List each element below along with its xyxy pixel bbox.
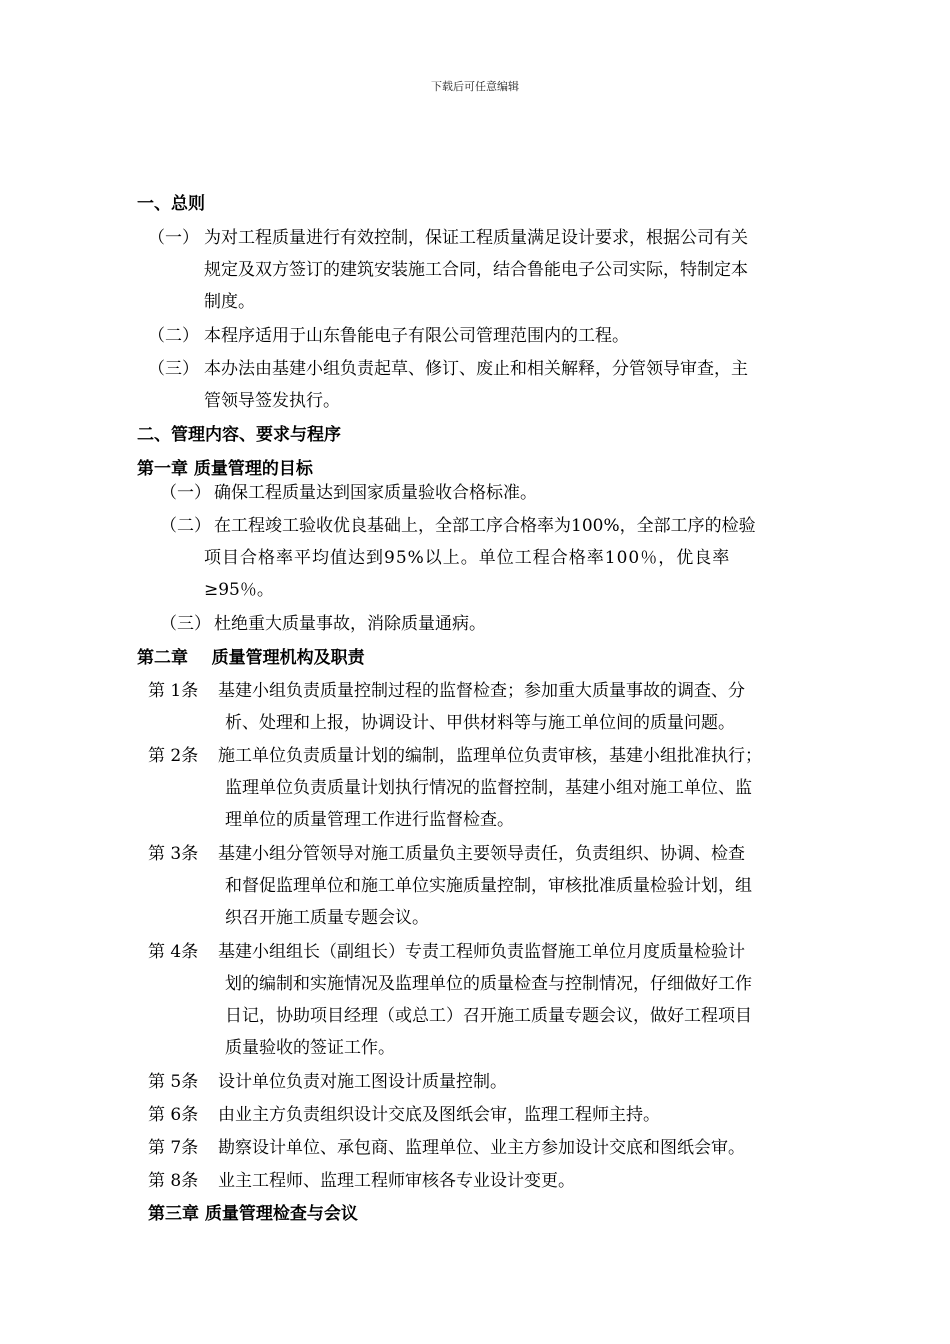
article-text: 设计单位负责对施工图设计质量控制。 <box>218 1072 507 1092</box>
article-text: 由业主方负责组织设计交底及图纸会审，监理工程师主持。 <box>218 1105 660 1125</box>
article-label: 第 7条 <box>148 1138 199 1158</box>
item-text: 项目合格率平均值达到95%以上。单位工程合格率100％，优良率 <box>204 548 731 568</box>
article-text: 日记，协助项目经理（或总工）召开施工质量专题会议，做好工程项目 <box>225 1006 752 1026</box>
item-label: （三） <box>148 359 199 379</box>
item-text: 为对工程质量进行有效控制，保证工程质量满足设计要求，根据公司有关 <box>204 228 748 248</box>
article-label: 第 1条 <box>148 681 199 701</box>
article-text: 施工单位负责质量计划的编制，监理单位负责审核，基建小组批准执行； <box>218 746 762 766</box>
section-title-general: 一、总则 <box>137 194 205 214</box>
article-text: 质量验收的签证工作。 <box>225 1038 395 1058</box>
article-text: 和督促监理单位和施工单位实施质量控制，审核批准质量检验计划，组 <box>225 876 752 896</box>
item-text: 管领导签发执行。 <box>204 391 340 411</box>
header-note: 下载后可任意编辑 <box>431 80 519 93</box>
item-text: 杜绝重大质量事故，消除质量通病。 <box>214 614 486 634</box>
article-label: 第 5条 <box>148 1072 199 1092</box>
article-text: 业主工程师、监理工程师审核各专业设计变更。 <box>218 1171 575 1191</box>
item-label: （三） <box>160 614 211 634</box>
chapter-title-3: 第三章 质量管理检查与会议 <box>148 1204 358 1224</box>
article-label: 第 8条 <box>148 1171 199 1191</box>
item-label: （二） <box>148 326 199 346</box>
article-label: 第 6条 <box>148 1105 199 1125</box>
article-label: 第 2条 <box>148 746 199 766</box>
item-text: 确保工程质量达到国家质量验收合格标准。 <box>214 483 537 503</box>
article-text: 织召开施工质量专题会议。 <box>225 908 429 928</box>
item-label: （二） <box>160 516 211 536</box>
article-text: 理单位的质量管理工作进行监督检查。 <box>225 810 514 830</box>
article-text: 勘察设计单位、承包商、监理单位、业主方参加设计交底和图纸会审。 <box>218 1138 745 1158</box>
article-text: 基建小组组长（副组长）专责工程师负责监督施工单位月度质量检验计 <box>218 942 745 962</box>
item-text: 规定及双方签订的建筑安装施工合同，结合鲁能电子公司实际，特制定本 <box>204 260 748 280</box>
article-label: 第 4条 <box>148 942 199 962</box>
article-label: 第 3条 <box>148 844 199 864</box>
item-text: 本办法由基建小组负责起草、修订、废止和相关解释，分管领导审查，主 <box>204 359 748 379</box>
item-text: ≥95％。 <box>204 580 274 600</box>
chapter-title-2: 第二章 质量管理机构及职责 <box>137 648 365 668</box>
article-text: 划的编制和实施情况及监理单位的质量检查与控制情况，仔细做好工作 <box>225 974 752 994</box>
item-text: 本程序适用于山东鲁能电子有限公司管理范围内的工程。 <box>204 326 629 346</box>
article-text: 基建小组分管领导对施工质量负主要领导责任，负责组织、协调、检查 <box>218 844 745 864</box>
item-text: 在工程竣工验收优良基础上，全部工序合格率为100%，全部工序的检验 <box>214 516 756 536</box>
chapter-title-1: 第一章 质量管理的目标 <box>137 459 313 479</box>
item-label: （一） <box>160 483 211 503</box>
item-text: 制度。 <box>204 292 255 312</box>
article-text: 基建小组负责质量控制过程的监督检查；参加重大质量事故的调查、分 <box>218 681 745 701</box>
article-text: 析、处理和上报，协调设计、甲供材料等与施工单位间的质量问题。 <box>225 713 735 733</box>
item-label: （一） <box>148 228 199 248</box>
section-title-management: 二、管理内容、要求与程序 <box>137 425 341 445</box>
article-text: 监理单位负责质量计划执行情况的监督控制，基建小组对施工单位、监 <box>225 778 752 798</box>
